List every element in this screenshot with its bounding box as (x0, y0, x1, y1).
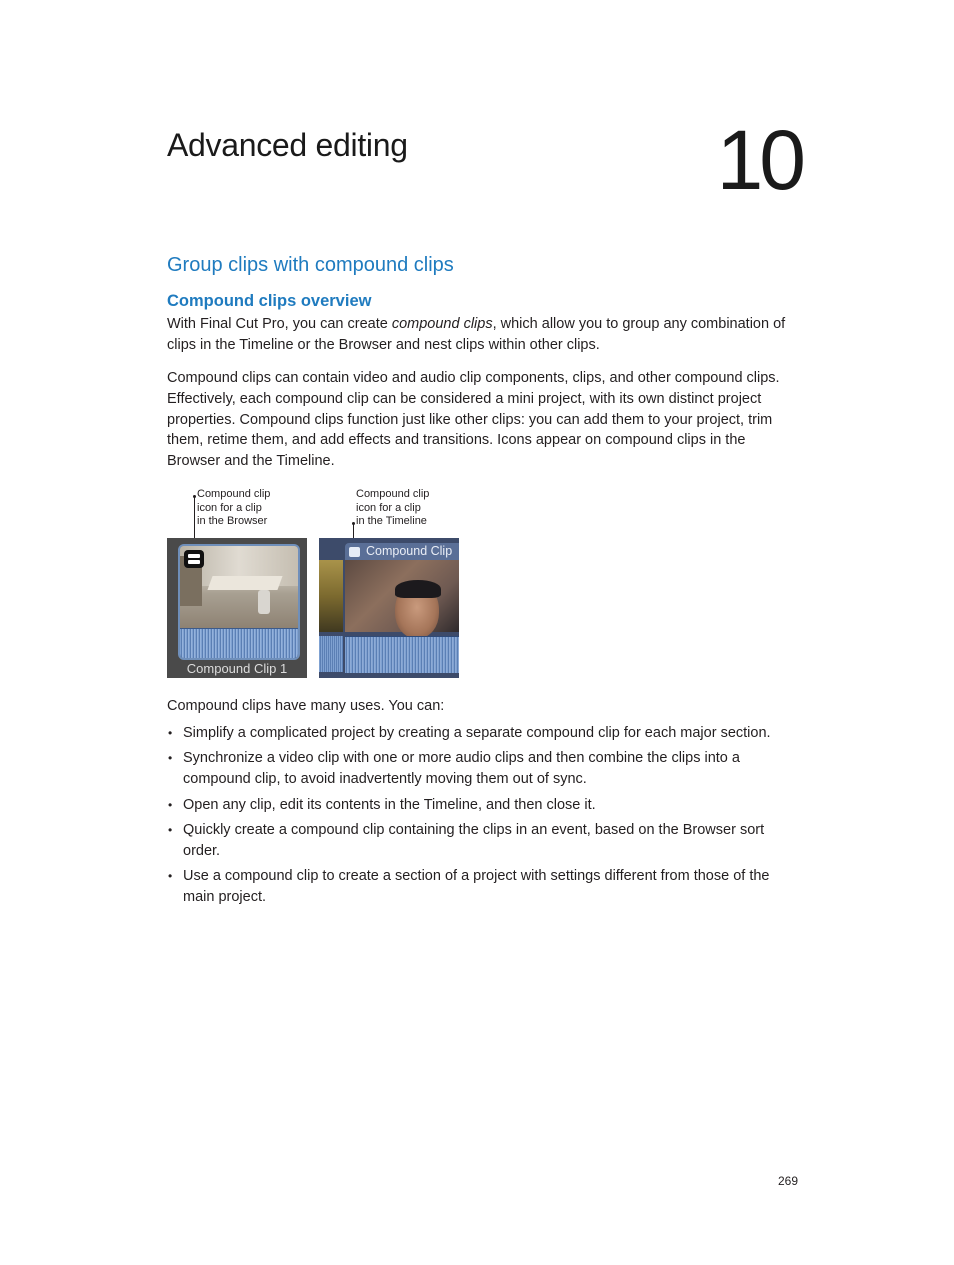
thumbnail-chair (258, 590, 270, 614)
intro-text-end: , which allow you to group any combination of clips in the Timeline or the Browser and nest clips within other clips. (167, 316, 786, 353)
list-item: • Simplify a complicated project by creating a separate compound clip for each major section. (167, 723, 797, 744)
timeline-clip-audio-waveform (345, 636, 459, 673)
callout-browser (197, 488, 270, 529)
callout-browser-line-1: Compound clip (197, 488, 271, 500)
callout-timeline-line-2: icon for a clip (356, 501, 421, 514)
callout-timeline (356, 488, 429, 529)
uses-intro-paragraph: Compound clips have many uses. You can: (167, 698, 445, 714)
section-title: Group clips with compound clips (167, 254, 454, 276)
callout-timeline-line-1: Compound clip (356, 488, 430, 500)
thumbnail-hair (395, 580, 441, 598)
list-item: • Open any clip, edit its contents in the Timeline, and then close it. (167, 795, 797, 816)
list-item: • Synchronize a video clip with one or more audio clips and then combine the clips into a compound clip, to avoid inadvertently moving them out of sync. (167, 748, 797, 790)
chapter-number: 10 (716, 113, 802, 207)
callout-browser-line-2: icon for a clip (197, 501, 262, 514)
timeline-clip-screenshot (319, 538, 459, 678)
page-number: 269 (777, 1174, 798, 1188)
intro-emphasis: compound clips (391, 316, 493, 332)
intro-text-start: With Final Cut Pro, you can create (167, 316, 392, 332)
browser-clip-screenshot (167, 538, 307, 678)
browser-clip-audio-waveform (180, 628, 298, 659)
description-paragraph: Compound clips can contain video and audio clip components, clips, and other compound clips. Effectively, each compound clip can be considered a mini project, with its own distinct project properties. Compound clips function just like other clips: you can add them to your project, trim them, retime them, and add effects and transitions. Icons appear on compound clips in the Browser and the Timeline. (167, 370, 780, 470)
thumbnail-table (207, 576, 282, 590)
timeline-clip-thumbnail (345, 560, 459, 632)
timeline-adjacent-waveform (319, 636, 343, 672)
intro-paragraph (167, 314, 797, 356)
callout-browser-line-3: in the Browser (197, 515, 268, 527)
list-item: • Quickly create a compound clip containing the clips in an event, based on the Browser sort order. (167, 820, 797, 862)
browser-clip-label: Compound Clip 1 (186, 661, 288, 676)
chapter-title: Advanced editing (167, 127, 408, 163)
timeline-clip-label: Compound Clip (366, 544, 453, 558)
list-item: • Use a compound clip to create a section of a project with settings different from those of the main project. (167, 866, 797, 908)
callout-timeline-line-3: in the Timeline (356, 515, 427, 527)
compound-clip-icon (184, 550, 204, 568)
timeline-compound-clip-icon (349, 547, 360, 557)
timeline-adjacent-clip (319, 560, 343, 632)
uses-list (167, 723, 797, 912)
subsection-title: Compound clips overview (167, 292, 372, 310)
